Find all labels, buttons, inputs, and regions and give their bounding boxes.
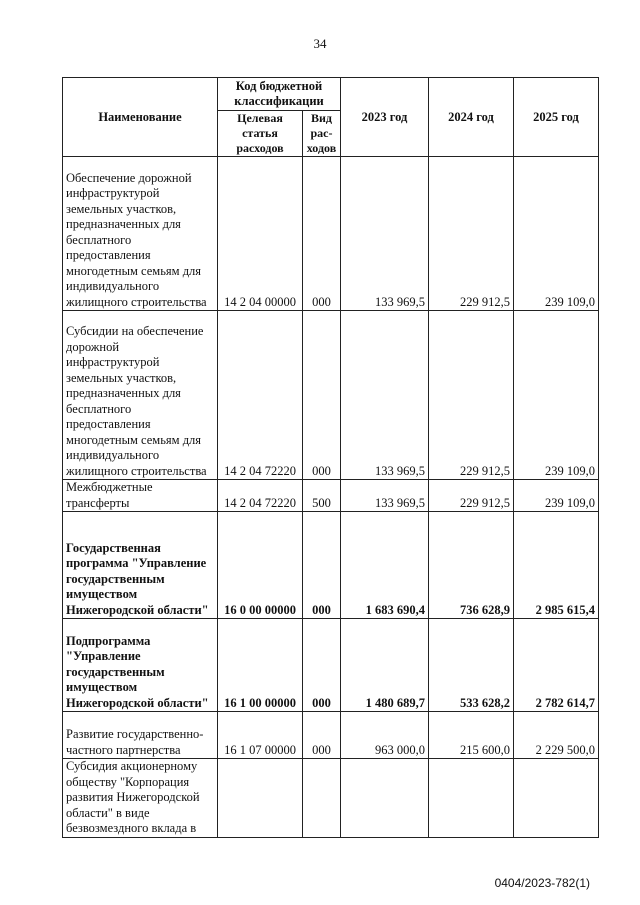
row-value-2024: 229 912,5 (429, 311, 514, 480)
row-target-article: 16 1 00 00000 (218, 619, 303, 712)
row-value-2025: 2 229 500,0 (514, 712, 599, 759)
row-expense-type: 000 (303, 311, 341, 480)
row-value-2024: 229 912,5 (429, 480, 514, 512)
row-target-article: 14 2 04 72220 (218, 311, 303, 480)
table-row (63, 512, 599, 619)
table-row (63, 712, 599, 759)
header-year-2024: 2024 год (429, 78, 514, 157)
row-expense-type: 000 (303, 619, 341, 712)
row-name: Подпрограмма "Управление государственным имуществом Нижегородской области" (63, 619, 218, 712)
row-name: Субсидия акционерному обществу "Корпорация развития Нижегородской области" в виде безвозмездного вклада в (63, 759, 218, 838)
row-target-article: 14 2 04 00000 (218, 157, 303, 311)
header-code-group: Код бюджетной классификации (218, 78, 341, 111)
header-year-2023: 2023 год (341, 78, 429, 157)
row-target-article (218, 759, 303, 838)
row-value-2025 (514, 759, 599, 838)
table-row (63, 311, 599, 480)
row-expense-type (303, 759, 341, 838)
row-expense-type: 000 (303, 157, 341, 311)
row-value-2025: 239 109,0 (514, 157, 599, 311)
row-expense-type: 500 (303, 480, 341, 512)
row-name: Межбюджетные трансферты (63, 480, 218, 512)
row-name: Субсидии на обеспечение дорожной инфраструктурой земельных участков, предназначенных для бесплатного предоставления многодетным семьям для индивидуального жилищного строительства (63, 311, 218, 480)
row-value-2024: 736 628,9 (429, 512, 514, 619)
row-value-2025: 239 109,0 (514, 480, 599, 512)
table-row (63, 157, 599, 311)
row-target-article: 16 1 07 00000 (218, 712, 303, 759)
row-value-2023: 133 969,5 (341, 480, 429, 512)
header-year-2025: 2025 год (514, 78, 599, 157)
row-value-2025: 239 109,0 (514, 311, 599, 480)
header-target-article: Целевая статья расходов (218, 111, 303, 157)
row-value-2023: 1 480 689,7 (341, 619, 429, 712)
row-name: Развитие государственно-частного партнерства (63, 712, 218, 759)
budget-table (62, 77, 599, 838)
row-value-2023: 133 969,5 (341, 157, 429, 311)
row-value-2024: 533 628,2 (429, 619, 514, 712)
table-row (63, 619, 599, 712)
table-row (63, 480, 599, 512)
row-expense-type: 000 (303, 512, 341, 619)
row-target-article: 14 2 04 72220 (218, 480, 303, 512)
row-expense-type: 000 (303, 712, 341, 759)
row-target-article: 16 0 00 00000 (218, 512, 303, 619)
page-number: 34 (313, 36, 327, 51)
row-value-2024: 215 600,0 (429, 712, 514, 759)
table-row (63, 759, 599, 838)
row-name: Обеспечение дорожной инфраструктурой земельных участков, предназначенных для бесплатного предоставления многодетным семьям для индивидуального жилищного строительства (63, 157, 218, 311)
row-value-2023: 1 683 690,4 (341, 512, 429, 619)
row-value-2024: 229 912,5 (429, 157, 514, 311)
row-name: Государственная программа "Управление государственным имуществом Нижегородской области" (63, 512, 218, 619)
row-value-2025: 2 985 615,4 (514, 512, 599, 619)
header-name: Наименование (63, 78, 218, 157)
row-value-2023: 133 969,5 (341, 311, 429, 480)
row-value-2023: 963 000,0 (341, 712, 429, 759)
row-value-2023 (341, 759, 429, 838)
row-value-2024 (429, 759, 514, 838)
row-value-2025: 2 782 614,7 (514, 619, 599, 712)
header-expense-type: Вид рас-ходов (303, 111, 341, 157)
document-code: 0404/2023-782(1) (494, 876, 590, 890)
